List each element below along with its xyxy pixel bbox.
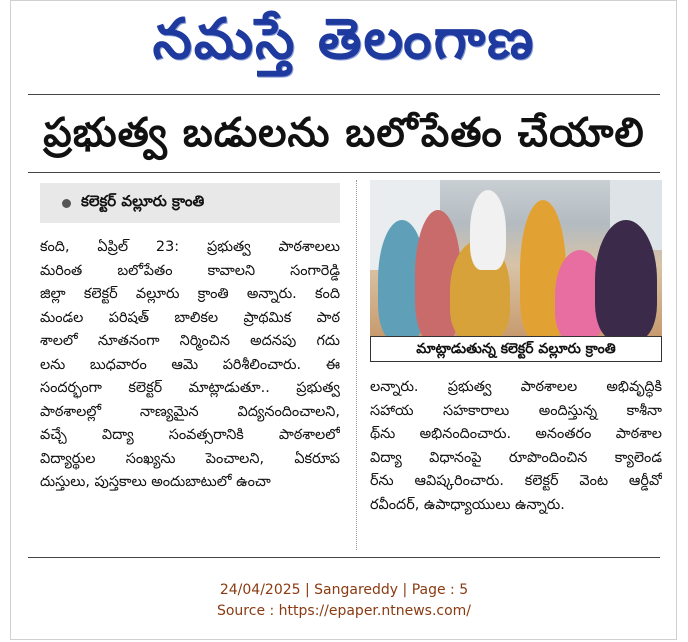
article-column-right [370, 376, 662, 517]
article-text-line: పాఠశాలల్లో నాణ్యమైన విద్యనందించాలని, [40, 403, 340, 420]
article-text-line: సందర్భంగా కలెక్టర్ మాట్లాడుతూ.. ప్రభుత్వ [40, 380, 340, 396]
article-text-line: సహాయ సహకారాలు అందిస్తున్న కాశీనా [370, 402, 662, 419]
article-photo [370, 180, 662, 336]
divider-bottom [28, 557, 660, 558]
footer-source: Source : https://epaper.ntnews.com/ [216, 603, 472, 619]
divider-headline [28, 172, 660, 173]
article-text-line: లన్నారు. ప్రభుత్వ పాఠశాలల అభివృద్ధికి [370, 379, 662, 395]
article-text-line: థ్‌ను అభినందించారు. అనంతరం పాఠశాల [370, 426, 662, 442]
article-column-left [40, 236, 340, 495]
bullet-dot-icon [62, 199, 71, 208]
article-text-line: మరింత బలోపేతం కావాలని సంగారెడ్డి [40, 262, 340, 279]
article-text-line: దుస్తులు, పుస్తకాలు అందుబాటులో ఉంచా [40, 474, 271, 490]
footer-date-edition: 24/04/2025 | Sangareddy | Page : 5 [219, 582, 469, 598]
article-text-line: ర్‌ను ఆవిష్కరించారు. కలెక్టర్ వెంట ఆర్డీవో [370, 473, 662, 489]
photo-person [595, 220, 657, 336]
article-text-line: మండల పరిషత్ బాలికల ప్రాథమిక పాఠ [40, 309, 340, 326]
article-text-line: శాలలో నూతనంగా నిర్మించిన అదనపు గదు [40, 333, 340, 349]
photo-caption: మాట్లాడుతున్న కలెక్టర్ వల్లూరు క్రాంతి [370, 336, 662, 362]
byline-text: కలెక్టర్ వల్లూరు క్రాంతి [81, 192, 205, 210]
newspaper-masthead: నమస్తే తెలంగాణ [152, 6, 536, 72]
photo-person [470, 190, 506, 270]
article-text-line: విద్యార్థుల సంఖ్యను పెంచాలని, ఏకరూప [40, 450, 340, 467]
article-text-line: విద్యా విధానంపై రూపొందించిన క్యాలెండ [370, 449, 662, 466]
article-text-line: రవీందర్, ఉపాధ్యాయులు ఉన్నారు. [370, 496, 565, 513]
article-text-line: వచ్చే విద్యా సంవత్సరానికి పాఠశాలలో [40, 427, 340, 443]
article-text-line: కంది, ఏప్రిల్ 23: ప్రభుత్వ పాఠశాలలు [40, 239, 340, 255]
article-text-line: లను బుధవారం ఆమె పరిశీలించారు. ఈ [40, 356, 340, 373]
clipping-footer [0, 580, 688, 622]
article-headline: ప్రభుత్వ బడులను బలోపేతం చేయాలి [43, 110, 645, 156]
article-text-line: జిల్లా కలెక్టర్ వల్లూరు క్రాంతి అన్నారు. కంది [40, 286, 340, 302]
divider-top [28, 94, 660, 95]
byline-box [40, 183, 340, 223]
column-divider [356, 180, 357, 550]
